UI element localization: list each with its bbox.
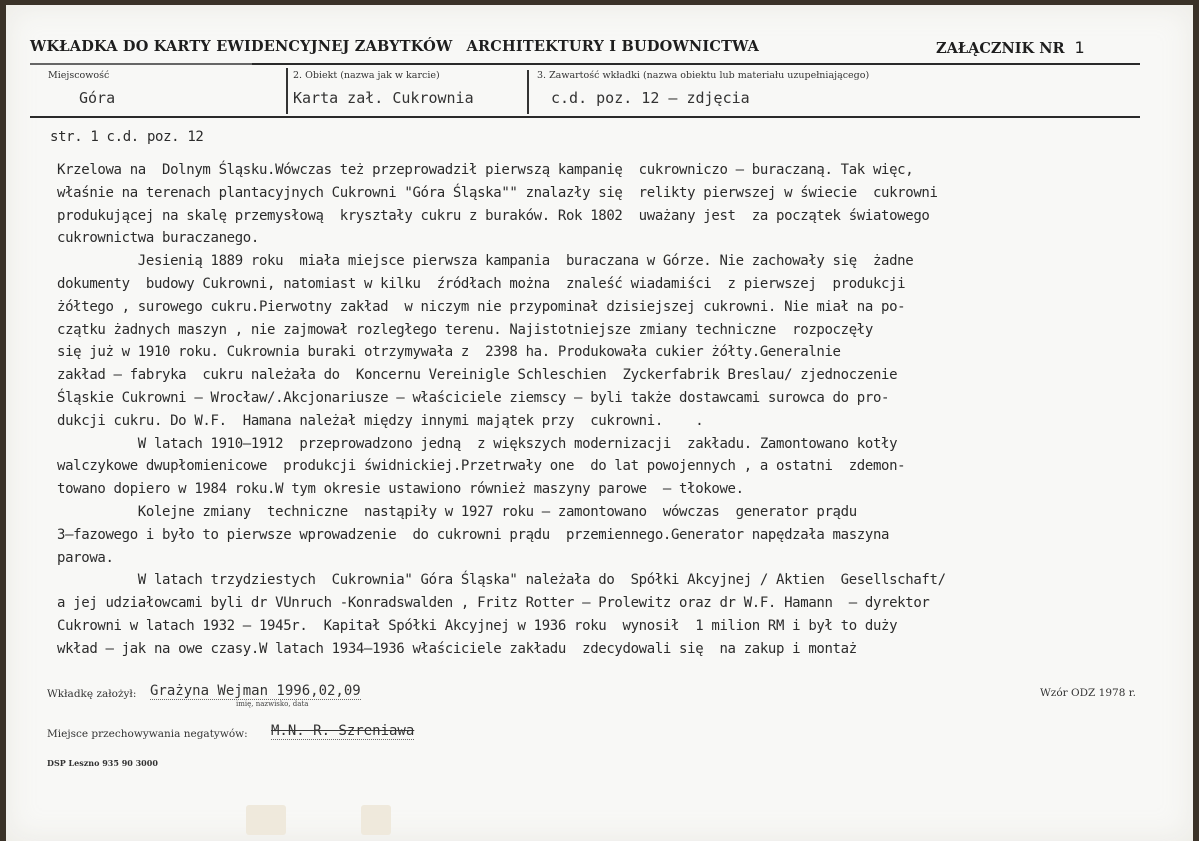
body-line: Kolejne zmiany techniczne nastąpiły w 1927 roku – zamontowano wówczas generator prądu	[57, 503, 857, 520]
created-by-label: Wkładkę założył:	[47, 688, 137, 700]
annex-label-text: ZAŁĄCZNIK NR	[936, 40, 1065, 57]
paper-stain	[361, 805, 391, 835]
print-code: DSP Leszno 935 90 3000	[47, 758, 158, 768]
content-label: 3. Zawartość wkładki (nazwa obiektu lub materiału uzupełniającego)	[537, 70, 870, 81]
locality-value: Góra	[79, 89, 116, 107]
object-value: Karta zał. Cukrownia	[293, 89, 474, 107]
annex-number: 1	[1074, 38, 1085, 57]
body-line: żółtego , surowego cukru.Pierwotny zakład w niczym nie przypominał dzisiejszej cukrowni. Nie miał na po-	[57, 298, 906, 315]
body-line: W latach trzydziestych Cukrownia" Góra Śląska" należała do Spółki Akcyjnej / Aktien Gesellschaft/	[57, 572, 946, 589]
content-value: c.d. poz. 12 – zdjęcia	[551, 89, 750, 107]
body-line: czątku żadnych maszyn , nie zajmował rozległego terenu. Najistotniejsze zmiany techniczne rozpoczęły	[57, 321, 873, 338]
body-line: produkującej na skalę przemysłową kryształy cukru z buraków. Rok 1802 uważany jest za początek światowego	[57, 207, 930, 224]
form-title-part1: WKŁADKA DO KARTY EWIDENCYJNEJ ZABYTKÓW	[30, 38, 453, 55]
field-divider	[286, 68, 288, 114]
locality-label: Miejscowość	[48, 70, 110, 81]
body-line: wkład – jak na owe czasy.W latach 1934–1936 właściciele zakładu zdecydowali się na zakup i montaż	[57, 640, 857, 657]
annex-label	[936, 38, 1085, 57]
body-line: W latach 1910–1912 przeprowadzono jedną z większych modernizacji zakładu. Zamontowano kotły	[57, 435, 898, 452]
body-line: dukcji cukru. Do W.F. Hamana należał między innymi majątek przy cukrowni. .	[57, 412, 704, 429]
created-by-hint: imię, nazwisko, data	[236, 700, 309, 708]
negatives-location-value: M.N. R. Szreniawa	[271, 723, 415, 739]
page-reference	[50, 126, 1150, 149]
body-line: Cukrowni w latach 1932 – 1945r. Kapitał Spółki Akcyjnej w 1936 roku wynosił 1 milion RM i był to duży	[57, 617, 898, 634]
paper-stain	[246, 805, 286, 835]
body-line: towano dopiero w 1984 roku.W tym okresie ustawiono również maszyny parowe – tłokowe.	[57, 481, 744, 498]
body-line: właśnie na terenach plantacyjnych Cukrowni "Góra Śląska"" znalazły się relikty pierwszej w świecie cukrowni	[57, 184, 938, 201]
body-line: Jesienią 1889 roku miała miejsce pierwsza kampania buraczana w Górze. Nie zachowały się żadne	[57, 253, 914, 270]
body-line: Śląskie Cukrowni – Wrocław/.Akcjonariusze – właściciele ziemscy – byli także dostawcami surowca do pro-	[57, 389, 890, 406]
header-bottom-rule	[30, 116, 1140, 118]
body-line: a jej udziałowcami byli dr VUnruch -Konradswalden , Fritz Rotter – Prolewitz oraz dr W.F. Hamann – dyrektor	[57, 595, 930, 612]
body-line: 3–fazowego i było to pierwsze wprowadzenie do cukrowni prądu przemiennego.Generator napędzała maszyna	[57, 526, 890, 543]
form-pattern: Wzór ODZ 1978 r.	[1040, 687, 1136, 699]
created-by-value: Grażyna Wejman 1996,02,09	[150, 683, 361, 699]
body-line: parowa.	[57, 549, 114, 566]
object-label: 2. Obiekt (nazwa jak w karcie)	[293, 70, 440, 81]
document-body	[57, 159, 1157, 661]
body-line: cukrownictwa buraczanego.	[57, 230, 259, 247]
negatives-location-label: Miejsce przechowywania negatywów:	[47, 728, 248, 740]
body-line: Krzelowa na Dolnym Śląsku.Wówczas też przeprowadził pierwszą kampanię cukrowniczo – buraczaną. Tak więc,	[57, 162, 914, 178]
body-line: zakład – fabryka cukru należała do Koncernu Vereinigle Schleschien Zyckerfabrik Breslau/ zjednoczenie	[57, 367, 898, 384]
body-line: walczykowe dwupłomienicowe produkcji świdnickiej.Przetrwały one do lat powojennych , a ostatni zdemon-	[57, 458, 906, 475]
form-title	[30, 38, 759, 55]
page-reference-text: str. 1 c.d. poz. 12	[50, 129, 204, 145]
body-line: dokumenty budowy Cukrowni, natomiast w kilku źródłach można znaleść wiadamiści z pierwszej produkcji	[57, 275, 906, 292]
form-title-part2: ARCHITEKTURY I BUDOWNICTWA	[466, 38, 760, 55]
body-line: się już w 1910 roku. Cukrownia buraki otrzymywała z 2398 ha. Produkowała cukier żółty.Generalnie	[57, 344, 841, 361]
header-top-rule	[30, 63, 1140, 65]
field-divider	[527, 70, 529, 114]
